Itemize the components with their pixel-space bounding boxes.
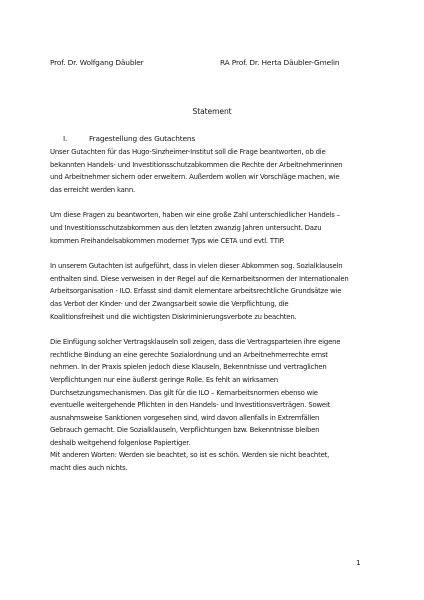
text-line: Verpflichtungen nur eine äußerst geringe Rolle. Es fehlt an wirksamen [50,375,278,384]
body-text [50,146,372,475]
paragraph [50,146,372,196]
text-line: Koalitionsfreiheit und die wichtigsten Diskriminierungsverbote zu beachten. [50,312,297,321]
text-line: das erreicht werden kann. [50,185,135,194]
paragraph [50,336,372,475]
text-line: bekannten Handels- und Investitionsschutzabkommen die Rechte der Arbeitnehmerinnen [50,160,343,169]
text-line: ausnahmsweise Sanktionen vorgesehen sind, wird davon allenfalls in Extremfällen [50,413,320,422]
text-line: rechtliche Bindung an eine gerechte Sozialordnung und an Arbeitnehmerrechte ernst [50,350,328,359]
text-line: In unserem Gutachten ist aufgeführt, dass in vielen dieser Abkommen sog. Sozialklauseln [50,262,343,271]
paragraph [50,209,372,247]
text-line: Gebrauch gemacht. Die Sozialklauseln, Verpflichtungen bzw. Bekenntnisse bleiben [50,426,320,435]
page-number: 1 [356,558,361,567]
text-line: und Arbeitnehmer sichern oder erweitern. Außerdem wollen wir Vorschläge machen, wie [50,173,340,182]
text-line: macht dies auch nichts. [50,464,128,473]
author-right: RA Prof. Dr. Herta Däubler-Gmelin [220,58,340,67]
text-line: Um diese Fragen zu beantworten, haben wir eine große Zahl unterschiedlicher Handels – [50,211,340,220]
text-line: kommen Freihandelsabkommen moderner Typs wie CETA und evtl. TTIP. [50,236,285,245]
text-line: Arbeitsorganisation - ILO. Erfasst sind damit elementare arbeitsrechtliche Grundsätze wie [50,287,342,296]
section-heading [63,134,195,144]
text-line: enthalten sind. Diese verweisen in der Regel auf die Kernarbeitsnormen der Internationalen [50,274,349,283]
text-line: Die Einfügung solcher Vertragsklauseln soll zeigen, dass die Vertragsparteien ihre eigene [50,338,341,347]
paragraph [50,260,372,323]
text-line: das Verbot der Kinder- und der Zwangsarbeit sowie die Verpflichtung, die [50,299,289,308]
section-heading-text: Fragestellung des Gutachtens [89,134,196,143]
text-line: und Investitionsschutzabkommen aus den letzten zwanzig Jahren untersucht. Dazu [50,223,322,232]
section-number: I. [63,134,68,143]
text-line: Durchsetzungsmechanismen. Das gilt für die ILO – Kernarbeitsnormen ebenso wie [50,388,318,397]
document-title: Statement [192,107,232,116]
author-left: Prof. Dr. Wolfgang Däubler [50,58,144,67]
text-line: eventuelle weitergehende Pflichten in den Handels- und Investitionsverträgen. Soweit [50,401,331,410]
text-line: Mit anderen Worten: Werden sie beachtet, so ist es schön. Werden sie nicht beachtet, [50,451,330,460]
text-line: deshalb weitgehend folgenlose Papiertiger. [50,438,191,447]
text-line: nehmen. In der Praxis spielen jedoch diese Klauseln, Bekenntnisse und vertraglichen [50,363,327,372]
text-line: Unser Gutachten für das Hugo-Sinzheimer-Institut soll die Frage beantworten, ob die [50,148,326,156]
